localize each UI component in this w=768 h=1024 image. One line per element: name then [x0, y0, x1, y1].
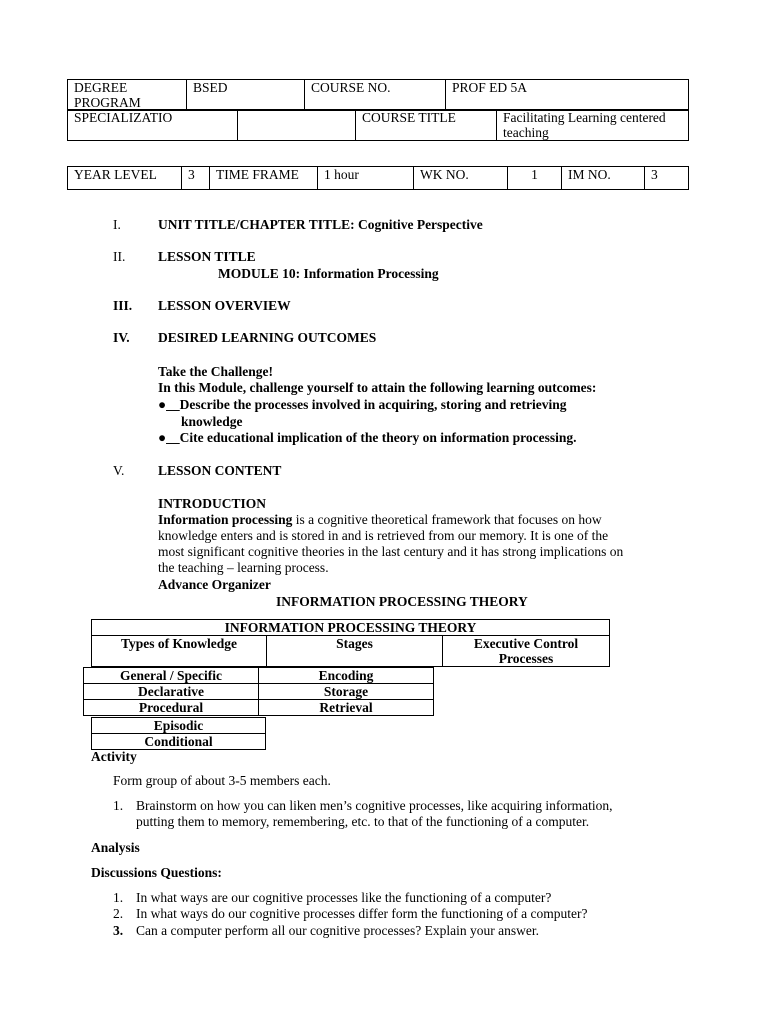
ipt-table-title: INFORMATION PROCESSING THEORY	[92, 620, 610, 636]
section-2-number: II.	[113, 249, 126, 264]
time-frame-label: TIME FRAME	[210, 167, 318, 190]
time-frame-value: 1 hour	[318, 167, 414, 190]
ipt-subtable	[83, 667, 434, 716]
section-1-heading	[158, 217, 483, 233]
ipt-caption: INFORMATION PROCESSING THEORY	[276, 594, 528, 609]
ipt-extra-table	[91, 717, 266, 750]
ipt-knowledge-1: General / Specific	[84, 668, 259, 684]
intro-term: Information processing	[158, 512, 293, 527]
header-table-2	[67, 109, 689, 141]
question-2-number: 2.	[113, 906, 124, 921]
question-3-number: 3.	[113, 923, 124, 938]
outcome-1: ●__Describe the processes involved in acquiring, storing and retrieving	[158, 397, 567, 412]
intro-heading: INTRODUCTION	[158, 496, 267, 511]
ipt-extra-2: Conditional	[92, 734, 266, 750]
im-no-value: 3	[645, 167, 689, 190]
analysis-heading: Analysis	[91, 840, 140, 855]
ipt-stage-2: Storage	[259, 684, 434, 700]
section-1-number: I.	[113, 217, 121, 232]
activity-item-line-1: Brainstorm on how you can liken men’s cognitive processes, like acquiring information,	[136, 798, 613, 813]
table-row	[92, 718, 266, 734]
degree-value: BSED	[187, 80, 305, 111]
ipt-col-stages: Stages	[267, 636, 443, 667]
course-title-value: Facilitating Learning centered teaching	[497, 110, 689, 141]
header-table-3	[67, 166, 689, 190]
degree-label: DEGREE PROGRAM	[68, 80, 187, 111]
section-4-title: DESIRED LEARNING OUTCOMES	[158, 330, 377, 345]
section-4-number: IV.	[113, 330, 130, 345]
question-1-text: In what ways are our cognitive processes like the functioning of a computer?	[136, 890, 552, 905]
ipt-knowledge-2: Declarative	[84, 684, 259, 700]
wk-no-value: 1	[508, 167, 562, 190]
ipt-knowledge-3: Procedural	[84, 700, 259, 716]
activity-item-line-2: putting them to memory, remembering, etc. to that of the functioning of a computer.	[136, 814, 590, 829]
section-3-number: III.	[113, 298, 133, 313]
activity-intro: Form group of about 3-5 members each.	[113, 773, 331, 788]
section-3-title: LESSON OVERVIEW	[158, 298, 291, 313]
advance-organizer-label: Advance Organizer	[158, 577, 271, 592]
challenge-heading: Take the Challenge!	[158, 364, 274, 379]
activity-item-number: 1.	[113, 798, 124, 813]
discussion-questions-heading: Discussions Questions:	[91, 865, 222, 880]
ipt-stage-1: Encoding	[259, 668, 434, 684]
table-row	[84, 668, 434, 684]
table-row	[84, 684, 434, 700]
question-2-text: In what ways do our cognitive processes differ form the functioning of a computer?	[136, 906, 588, 921]
module-title: MODULE 10: Information Processing	[218, 266, 439, 281]
section-1-value: : Cognitive Perspective	[350, 217, 483, 232]
outcome-2: ●__Cite educational implication of the theory on information processing.	[158, 430, 577, 445]
section-2-title: LESSON TITLE	[158, 249, 256, 264]
im-no-label: IM NO.	[562, 167, 645, 190]
year-level-value: 3	[182, 167, 210, 190]
course-title-label: COURSE TITLE	[356, 110, 497, 141]
activity-heading: Activity	[91, 749, 137, 764]
course-no-value: PROF ED 5A	[446, 80, 689, 111]
intro-line-1	[158, 512, 602, 528]
ipt-extra-1: Episodic	[92, 718, 266, 734]
section-1-title: UNIT TITLE/CHAPTER TITLE	[158, 217, 351, 232]
header-table-1	[67, 79, 689, 111]
outcome-1-cont: knowledge	[181, 414, 243, 429]
intro-line-2: knowledge enters and is stored in and is retrieved from our memory. It is one of the	[158, 528, 609, 543]
ipt-table	[91, 619, 610, 667]
question-3-text: Can a computer perform all our cognitive processes? Explain your answer.	[136, 923, 539, 938]
challenge-subheading: In this Module, challenge yourself to attain the following learning outcomes:	[158, 380, 597, 395]
course-no-label: COURSE NO.	[305, 80, 446, 111]
section-5-title: LESSON CONTENT	[158, 463, 282, 478]
table-row	[92, 734, 266, 750]
ipt-stage-3: Retrieval	[259, 700, 434, 716]
table-row	[84, 700, 434, 716]
question-1-number: 1.	[113, 890, 124, 905]
specialization-label: SPECIALIZATIO	[68, 110, 238, 141]
intro-line-3: most significant cognitive theories in the last century and it has strong implications on	[158, 544, 624, 559]
ipt-col-executive: Executive Control Processes	[443, 636, 610, 667]
intro-line-1-rest: is a cognitive theoretical framework that focuses on how	[292, 512, 602, 527]
specialization-value	[238, 110, 356, 141]
intro-line-4: the teaching – learning process.	[158, 560, 329, 575]
ipt-col-types: Types of Knowledge	[92, 636, 267, 667]
section-5-number: V.	[113, 463, 125, 478]
year-level-label: YEAR LEVEL	[68, 167, 182, 190]
wk-no-label: WK NO.	[414, 167, 508, 190]
